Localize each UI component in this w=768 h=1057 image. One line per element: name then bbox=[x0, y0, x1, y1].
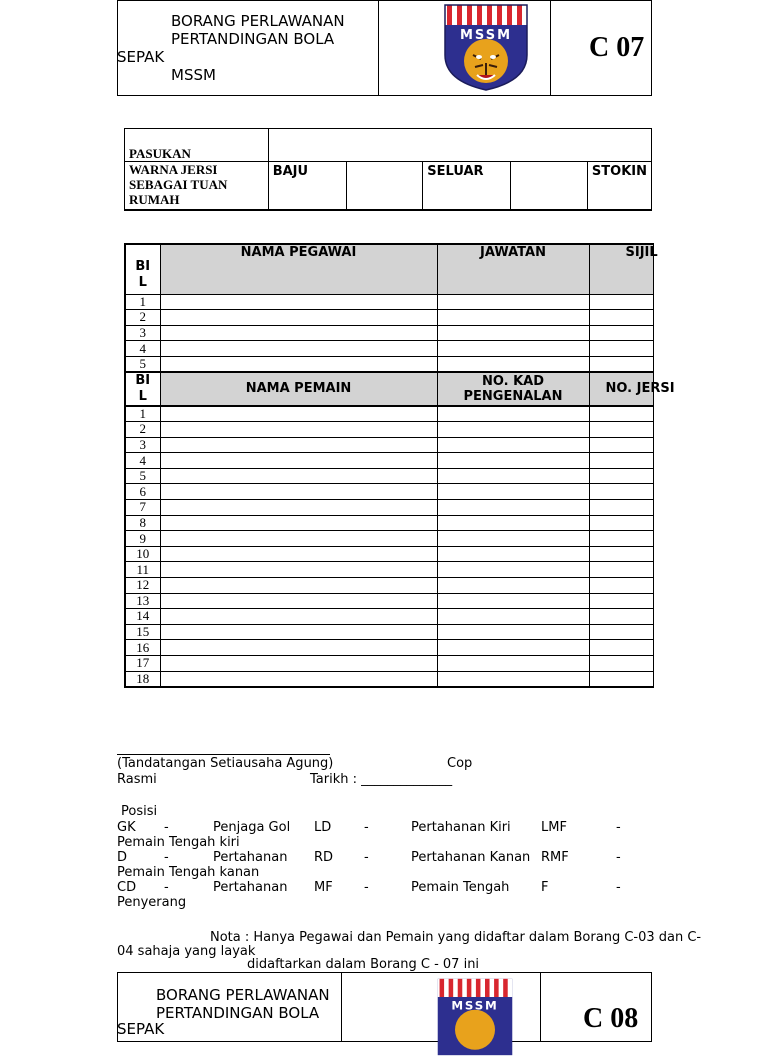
player-jersi-cell[interactable] bbox=[589, 671, 653, 687]
player-jersi-cell[interactable] bbox=[589, 609, 653, 625]
official-jawatan-cell[interactable] bbox=[437, 356, 589, 372]
player-nama-cell[interactable] bbox=[160, 422, 437, 438]
posisi-cell: D bbox=[117, 850, 128, 865]
officials-sijil-header: SIJIL bbox=[589, 244, 653, 294]
posisi-cell: - bbox=[364, 880, 369, 895]
official-sijil-cell[interactable] bbox=[589, 325, 653, 341]
player-row bbox=[125, 422, 653, 438]
player-nama-cell[interactable] bbox=[160, 593, 437, 609]
player-row bbox=[125, 484, 653, 500]
posisi-cell: - bbox=[164, 850, 169, 865]
official-row-number: 2 bbox=[125, 310, 160, 326]
posisi-wrap-text: Penyerang bbox=[117, 895, 187, 910]
player-nama-cell[interactable] bbox=[160, 624, 437, 640]
player-row-number: 4 bbox=[125, 453, 160, 469]
pasukan-label: PASUKAN bbox=[129, 146, 191, 161]
player-kad-cell[interactable] bbox=[437, 609, 589, 625]
cop-label: Cop bbox=[447, 756, 473, 771]
player-jersi-cell[interactable] bbox=[589, 578, 653, 594]
posisi-cell: RD bbox=[314, 850, 334, 865]
signature-line[interactable] bbox=[117, 754, 330, 755]
player-row bbox=[125, 453, 653, 469]
players-kad-header: NO. KAD PENGENALAN bbox=[437, 372, 589, 406]
player-jersi-cell[interactable] bbox=[589, 406, 653, 422]
posisi-cell: Pertahanan bbox=[213, 880, 288, 895]
posisi-cell: MF bbox=[314, 880, 333, 895]
posisi-cell: - bbox=[616, 820, 621, 835]
nota-line-3: didaftarkan dalam Borang C - 07 ini bbox=[247, 957, 480, 972]
player-row-number: 8 bbox=[125, 515, 160, 531]
baju-label-cell bbox=[268, 162, 346, 210]
official-sijil-cell[interactable] bbox=[589, 356, 653, 372]
registration-grid bbox=[124, 243, 675, 688]
player-kad-cell[interactable] bbox=[437, 422, 589, 438]
official-sijil-cell[interactable] bbox=[589, 294, 653, 310]
seluar-label: SELUAR bbox=[427, 164, 484, 179]
player-nama-cell[interactable] bbox=[160, 531, 437, 547]
form-code-cell bbox=[551, 1, 651, 95]
official-row-number: 3 bbox=[125, 325, 160, 341]
player-row bbox=[125, 531, 653, 547]
player-kad-cell[interactable] bbox=[437, 562, 589, 578]
posisi-cell: LD bbox=[314, 820, 332, 835]
player-nama-cell[interactable] bbox=[160, 562, 437, 578]
officials-jawatan-header: JAWATAN bbox=[437, 244, 589, 294]
player-row bbox=[125, 515, 653, 531]
seluar-input[interactable] bbox=[511, 162, 588, 210]
official-nama-cell[interactable] bbox=[160, 325, 437, 341]
player-kad-cell[interactable] bbox=[437, 531, 589, 547]
posisi-cell: Pertahanan Kiri bbox=[411, 820, 511, 835]
player-kad-cell[interactable] bbox=[437, 406, 589, 422]
official-row-number: 4 bbox=[125, 341, 160, 357]
player-row-number: 11 bbox=[125, 562, 160, 578]
official-jawatan-cell[interactable] bbox=[437, 341, 589, 357]
posisi-cell: GK bbox=[117, 820, 136, 835]
player-row bbox=[125, 406, 653, 422]
player-nama-cell[interactable] bbox=[160, 640, 437, 656]
player-row-number: 5 bbox=[125, 468, 160, 484]
player-nama-cell[interactable] bbox=[160, 484, 437, 500]
next-form-code-cell bbox=[541, 973, 651, 1041]
player-row-number: 9 bbox=[125, 531, 160, 547]
player-kad-cell[interactable] bbox=[437, 624, 589, 640]
official-nama-cell[interactable] bbox=[160, 294, 437, 310]
header-title-line-4: MSSM bbox=[171, 66, 216, 84]
player-kad-cell[interactable] bbox=[437, 546, 589, 562]
player-row bbox=[125, 624, 653, 640]
player-jersi-cell[interactable] bbox=[589, 515, 653, 531]
seluar-label-cell bbox=[423, 162, 511, 210]
player-kad-cell[interactable] bbox=[437, 593, 589, 609]
signature-caption: (Tandatangan Setiausaha Agung) bbox=[117, 756, 334, 771]
player-jersi-cell[interactable] bbox=[589, 593, 653, 609]
player-row bbox=[125, 593, 653, 609]
next-header-title-line-3: SEPAK bbox=[117, 1020, 165, 1038]
official-sijil-cell[interactable] bbox=[589, 341, 653, 357]
posisi-cell: - bbox=[364, 850, 369, 865]
official-sijil-cell[interactable] bbox=[589, 310, 653, 326]
posisi-cell: LMF bbox=[541, 820, 567, 835]
mssm-logo-icon bbox=[434, 977, 516, 1057]
posisi-cell: RMF bbox=[541, 850, 569, 865]
player-nama-cell[interactable] bbox=[160, 500, 437, 516]
warna-label-line-3: RUMAH bbox=[129, 192, 180, 207]
player-nama-cell[interactable] bbox=[160, 453, 437, 469]
players-jersi-header: NO. JERSI bbox=[589, 372, 653, 406]
player-nama-cell[interactable] bbox=[160, 609, 437, 625]
player-row-number: 15 bbox=[125, 624, 160, 640]
official-row bbox=[125, 356, 653, 372]
player-jersi-cell[interactable] bbox=[589, 562, 653, 578]
player-kad-cell[interactable] bbox=[437, 468, 589, 484]
player-kad-cell[interactable] bbox=[437, 578, 589, 594]
posisi-wrap-text: Pemain Tengah kanan bbox=[117, 865, 260, 880]
player-row bbox=[125, 500, 653, 516]
player-jersi-cell[interactable] bbox=[589, 640, 653, 656]
player-jersi-cell[interactable] bbox=[589, 531, 653, 547]
posisi-cell: Pertahanan Kanan bbox=[411, 850, 531, 865]
logo-text: MSSM bbox=[459, 28, 513, 43]
official-nama-cell[interactable] bbox=[160, 341, 437, 357]
officials-nama-header: NAMA PEGAWAI bbox=[160, 244, 437, 294]
player-nama-cell[interactable] bbox=[160, 515, 437, 531]
player-kad-cell[interactable] bbox=[437, 655, 589, 671]
posisi-cell: Penjaga Gol bbox=[213, 820, 291, 835]
player-jersi-cell[interactable] bbox=[589, 624, 653, 640]
next-header-title-line-1: BORANG PERLAWANAN bbox=[156, 986, 330, 1004]
officials-bil-header: BI L bbox=[125, 244, 160, 294]
header-title-line-1: BORANG PERLAWANAN bbox=[171, 12, 345, 30]
player-row-number: 7 bbox=[125, 500, 160, 516]
posisi-cell: - bbox=[364, 820, 369, 835]
nota-line-1: Nota : Hanya Pegawai dan Pemain yang didaftar dalam Borang C-03 dan C- bbox=[210, 930, 702, 945]
official-row bbox=[125, 325, 653, 341]
pasukan-input[interactable] bbox=[268, 129, 651, 162]
player-row-number: 12 bbox=[125, 578, 160, 594]
player-row-number: 13 bbox=[125, 593, 160, 609]
player-kad-cell[interactable] bbox=[437, 500, 589, 516]
player-row-number: 1 bbox=[125, 406, 160, 422]
player-kad-cell[interactable] bbox=[437, 515, 589, 531]
players-nama-header: NAMA PEMAIN bbox=[160, 372, 437, 406]
player-nama-cell[interactable] bbox=[160, 671, 437, 687]
official-row-number: 1 bbox=[125, 294, 160, 310]
posisi-cell: Pemain Tengah bbox=[411, 880, 510, 895]
warna-label-line-1: WARNA JERSI bbox=[129, 162, 218, 177]
official-jawatan-cell[interactable] bbox=[437, 310, 589, 326]
baju-label: BAJU bbox=[272, 164, 309, 179]
form-code: C 07 bbox=[589, 32, 645, 63]
player-kad-cell[interactable] bbox=[437, 437, 589, 453]
official-row bbox=[125, 341, 653, 357]
player-kad-cell[interactable] bbox=[437, 671, 589, 687]
warna-jersi-label-cell bbox=[125, 162, 269, 210]
player-jersi-cell[interactable] bbox=[589, 468, 653, 484]
player-row-number: 16 bbox=[125, 640, 160, 656]
player-row bbox=[125, 609, 653, 625]
posisi-cell: - bbox=[164, 820, 169, 835]
official-nama-cell[interactable] bbox=[160, 356, 437, 372]
player-jersi-cell[interactable] bbox=[589, 655, 653, 671]
official-jawatan-cell[interactable] bbox=[437, 325, 589, 341]
stokin-label-cell bbox=[587, 162, 651, 210]
tarikh-field[interactable]: Tarikh : ______________ bbox=[310, 772, 453, 787]
logo-cell bbox=[379, 1, 551, 95]
rasmi-label: Rasmi bbox=[117, 772, 157, 787]
player-nama-cell[interactable] bbox=[160, 468, 437, 484]
posisi-title: Posisi bbox=[121, 804, 158, 819]
team-info-table bbox=[124, 128, 652, 211]
baju-input[interactable] bbox=[346, 162, 423, 210]
player-nama-cell[interactable] bbox=[160, 546, 437, 562]
official-nama-cell[interactable] bbox=[160, 310, 437, 326]
player-nama-cell[interactable] bbox=[160, 437, 437, 453]
player-row-number: 2 bbox=[125, 422, 160, 438]
next-logo-cell bbox=[342, 973, 541, 1041]
pasukan-label-cell bbox=[125, 129, 269, 162]
official-row bbox=[125, 294, 653, 310]
posisi-cell: - bbox=[616, 880, 621, 895]
player-nama-cell[interactable] bbox=[160, 406, 437, 422]
posisi-wrap-text: Pemain Tengah kiri bbox=[117, 835, 240, 850]
posisi-cell: CD bbox=[117, 880, 137, 895]
next-form-code: C 08 bbox=[583, 1003, 639, 1034]
player-row bbox=[125, 437, 653, 453]
posisi-cell: - bbox=[164, 880, 169, 895]
player-kad-cell[interactable] bbox=[437, 484, 589, 500]
player-nama-cell[interactable] bbox=[160, 655, 437, 671]
player-row-number: 18 bbox=[125, 671, 160, 687]
player-jersi-cell[interactable] bbox=[589, 546, 653, 562]
stokin-label: STOKIN bbox=[591, 164, 647, 179]
posisi-cell: - bbox=[616, 850, 621, 865]
players-bil-header: BI L bbox=[125, 372, 160, 406]
next-header-title-line-2: PERTANDINGAN BOLA bbox=[156, 1004, 320, 1022]
mssm-logo-icon bbox=[443, 3, 529, 91]
player-jersi-cell[interactable] bbox=[589, 500, 653, 516]
player-row bbox=[125, 546, 653, 562]
player-kad-cell[interactable] bbox=[437, 640, 589, 656]
player-row-number: 6 bbox=[125, 484, 160, 500]
next-form-header bbox=[117, 972, 652, 1042]
form-header bbox=[117, 0, 652, 96]
player-row bbox=[125, 671, 653, 687]
nota-line-2: 04 sahaja yang layak bbox=[117, 944, 256, 959]
warna-label-line-2: SEBAGAI TUAN bbox=[129, 177, 228, 192]
header-title-line-3: SEPAK bbox=[117, 48, 165, 66]
player-nama-cell[interactable] bbox=[160, 578, 437, 594]
player-jersi-cell[interactable] bbox=[589, 437, 653, 453]
official-jawatan-cell[interactable] bbox=[437, 294, 589, 310]
player-row-number: 14 bbox=[125, 609, 160, 625]
player-row bbox=[125, 578, 653, 594]
player-row-number: 3 bbox=[125, 437, 160, 453]
player-row bbox=[125, 562, 653, 578]
header-title-line-2: PERTANDINGAN BOLA bbox=[171, 30, 335, 48]
official-row-number: 5 bbox=[125, 356, 160, 372]
posisi-cell: Pertahanan bbox=[213, 850, 288, 865]
player-jersi-cell[interactable] bbox=[589, 422, 653, 438]
official-row bbox=[125, 310, 653, 326]
player-kad-cell[interactable] bbox=[437, 453, 589, 469]
player-row bbox=[125, 468, 653, 484]
posisi-cell: F bbox=[541, 880, 549, 895]
player-row bbox=[125, 640, 653, 656]
next-logo-text: MSSM bbox=[451, 998, 499, 1013]
player-row-number: 17 bbox=[125, 655, 160, 671]
player-jersi-cell[interactable] bbox=[589, 453, 653, 469]
player-row-number: 10 bbox=[125, 546, 160, 562]
player-jersi-cell[interactable] bbox=[589, 484, 653, 500]
player-row bbox=[125, 655, 653, 671]
